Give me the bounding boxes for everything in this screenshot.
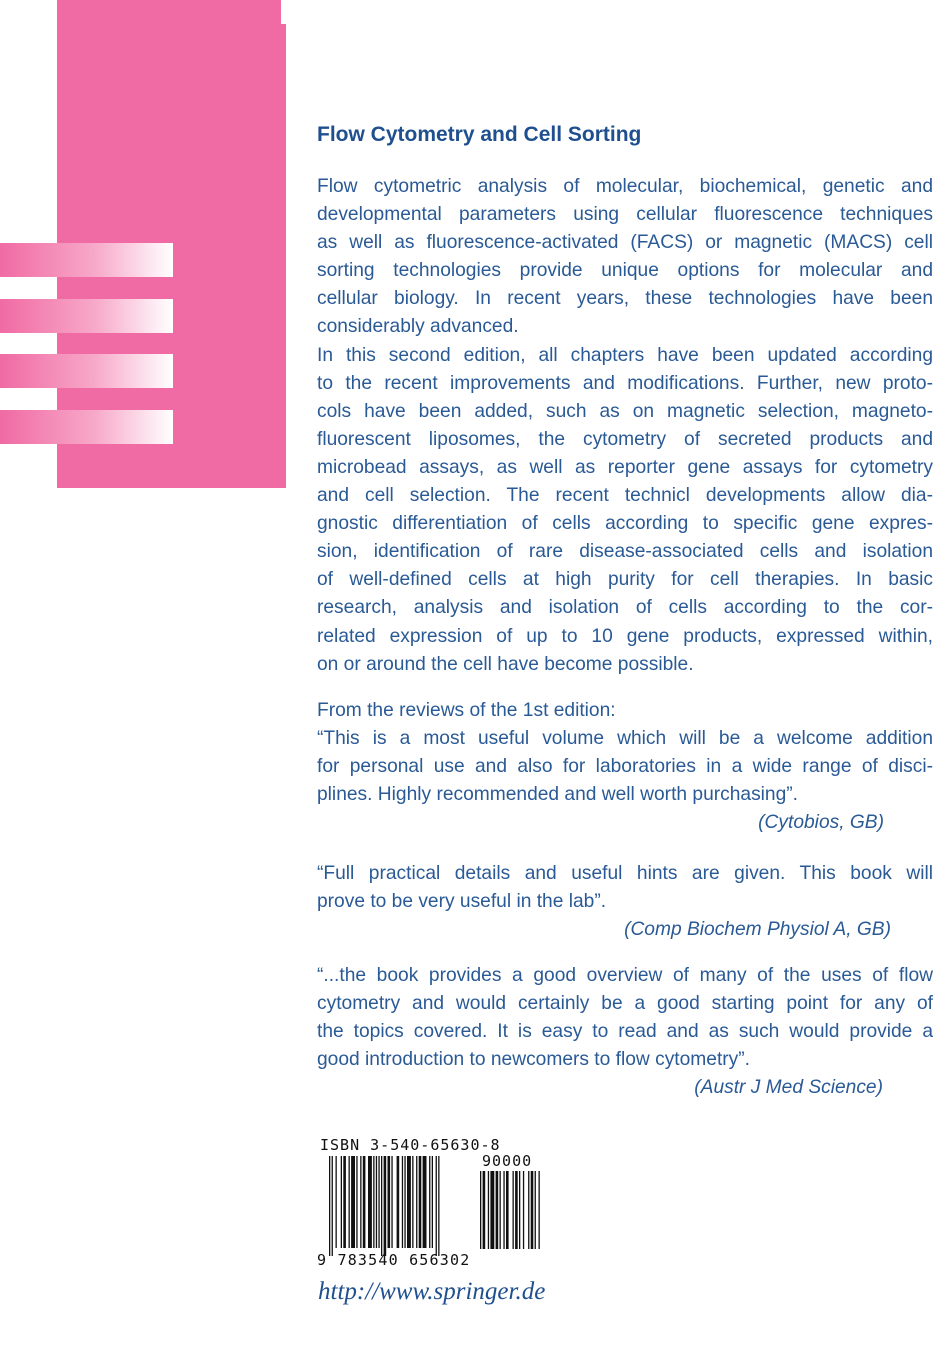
description-line: sorting technologies provide unique options for molecular and — [317, 260, 933, 282]
barcode-bar — [438, 1156, 439, 1256]
ean-barcode-bars — [329, 1156, 479, 1256]
review-source: (Austr J Med Science) — [694, 1077, 883, 1099]
decorative-stripe — [0, 243, 173, 277]
review-line: good introduction to newcomers to flow cytometry”. — [317, 1049, 750, 1071]
book-description — [317, 173, 933, 679]
isbn-barcode — [317, 1136, 557, 1274]
decorative-notch — [281, 0, 286, 24]
review-block — [317, 962, 933, 1102]
barcode-bar — [539, 1171, 540, 1249]
barcode-bar — [535, 1171, 536, 1249]
review-line: “This is a most useful volume which will be a welcome addition — [317, 728, 933, 750]
description-line: developmental parameters using cellular fluorescence techniques — [317, 204, 933, 226]
barcode-bar — [436, 1156, 437, 1256]
barcode-bar — [402, 1156, 403, 1248]
barcode-bar — [506, 1171, 509, 1249]
barcode-bar — [351, 1156, 355, 1248]
barcode-bar — [404, 1156, 405, 1248]
barcode-bar — [384, 1156, 387, 1256]
description-line: related expression of up to 10 gene products, expressed within, — [317, 625, 933, 647]
review-line: for personal use and also for laboratories in a wide range of disci- — [317, 756, 933, 778]
barcode-bar — [343, 1156, 346, 1248]
decorative-stripe — [0, 354, 173, 388]
review-line: “Full practical details and useful hints are given. This book will — [317, 863, 933, 884]
barcode-bar — [336, 1156, 337, 1248]
description-line: microbead assays, as well as reporter gene assays for cytometry — [317, 456, 933, 478]
barcode-bar — [423, 1156, 427, 1248]
barcode-bar — [500, 1171, 501, 1249]
barcode-bar — [360, 1156, 361, 1248]
barcode-bar — [519, 1171, 520, 1249]
ean-digits: 9 783540 656302 — [317, 1251, 471, 1269]
barcode-bar — [332, 1156, 333, 1256]
barcode-bar — [429, 1156, 430, 1248]
review-line: plines. Highly recommended and well worth purchasing”. — [317, 784, 798, 806]
barcode-bar — [480, 1171, 481, 1249]
price-code: 90000 — [482, 1152, 533, 1170]
description-line: sion, identification of rare disease-associated cells and isolation — [317, 541, 933, 563]
barcode-bar — [363, 1156, 366, 1248]
barcode-bar — [388, 1156, 391, 1248]
review-source: (Comp Biochem Physiol A, GB) — [624, 919, 891, 941]
review-source: (Cytobios, GB) — [758, 812, 884, 834]
barcode-bar — [341, 1156, 342, 1248]
review-line: “...the book provides a good overview of many of the uses of flow — [317, 965, 933, 986]
review-line: the topics covered. It is easy to read and as such would provide a — [317, 1021, 933, 1043]
description-line: as well as fluorescence-activated (FACS) or magnetic (MACS) cell — [317, 232, 933, 254]
description-line: and cell selection. The recent technicl developments allow dia- — [317, 485, 933, 507]
description-line: to the recent improvements and modifications. Further, new proto- — [317, 372, 933, 394]
description-line: gnostic differentiation of cells according to specific gene expres- — [317, 513, 933, 535]
barcode-bar — [373, 1156, 374, 1248]
book-title: Flow Cytometry and Cell Sorting — [317, 123, 642, 146]
description-line: of well-defined cells at high purity for cell therapies. In basic — [317, 569, 933, 591]
barcode-bar — [356, 1156, 357, 1248]
description-line: In this second edition, all chapters have been updated according — [317, 344, 933, 366]
barcode-bar — [523, 1171, 524, 1249]
barcode-bar — [515, 1171, 518, 1249]
description-line: on or around the cell have become possible. — [317, 653, 694, 675]
addon-barcode-bars — [480, 1171, 546, 1251]
barcode-bar — [376, 1156, 377, 1248]
description-line: fluorescent liposomes, the cytometry of secreted products and — [317, 428, 933, 450]
reviews-intro: From the reviews of the 1st edition: — [317, 700, 616, 721]
barcode-bar — [378, 1156, 379, 1248]
publisher-url[interactable]: http://www.springer.de — [318, 1278, 546, 1305]
barcode-bar — [416, 1156, 417, 1248]
barcode-bar — [381, 1156, 382, 1256]
barcode-bar — [490, 1171, 494, 1249]
barcode-bar — [397, 1156, 400, 1248]
reviews-section — [317, 697, 933, 837]
barcode-bar — [349, 1156, 350, 1248]
barcode-bar — [329, 1156, 330, 1256]
barcode-bar — [483, 1171, 486, 1249]
review-block — [317, 860, 933, 944]
barcode-bar — [368, 1156, 372, 1248]
barcode-bar — [419, 1156, 422, 1248]
description-line: Flow cytometric analysis of molecular, biochemical, genetic and — [317, 176, 933, 197]
barcode-bar — [496, 1171, 499, 1249]
description-line: research, analysis and isolation of cells according to the cor- — [317, 597, 933, 619]
barcode-bar — [407, 1156, 411, 1248]
barcode-bar — [488, 1171, 489, 1249]
barcode-bar — [432, 1156, 433, 1248]
barcode-bar — [391, 1156, 392, 1248]
review-line: cytometry and would certainly be a good starting point for any of — [317, 993, 933, 1015]
barcode-bar — [531, 1171, 534, 1249]
decorative-stripe — [0, 299, 173, 333]
description-line: cellular biology. In recent years, these technologies have been — [317, 288, 933, 310]
barcode-bar — [503, 1171, 504, 1249]
barcode-bar — [513, 1171, 514, 1249]
description-line: cols have been added, such as on magnetic selection, magneto- — [317, 400, 933, 422]
barcode-bar — [412, 1156, 413, 1248]
description-line: considerably advanced. — [317, 316, 519, 338]
decorative-stripe — [0, 410, 173, 444]
review-line: prove to be very useful in the lab”. — [317, 891, 607, 913]
isbn-label: ISBN 3-540-65630-8 — [320, 1136, 501, 1154]
barcode-bar — [528, 1171, 529, 1249]
